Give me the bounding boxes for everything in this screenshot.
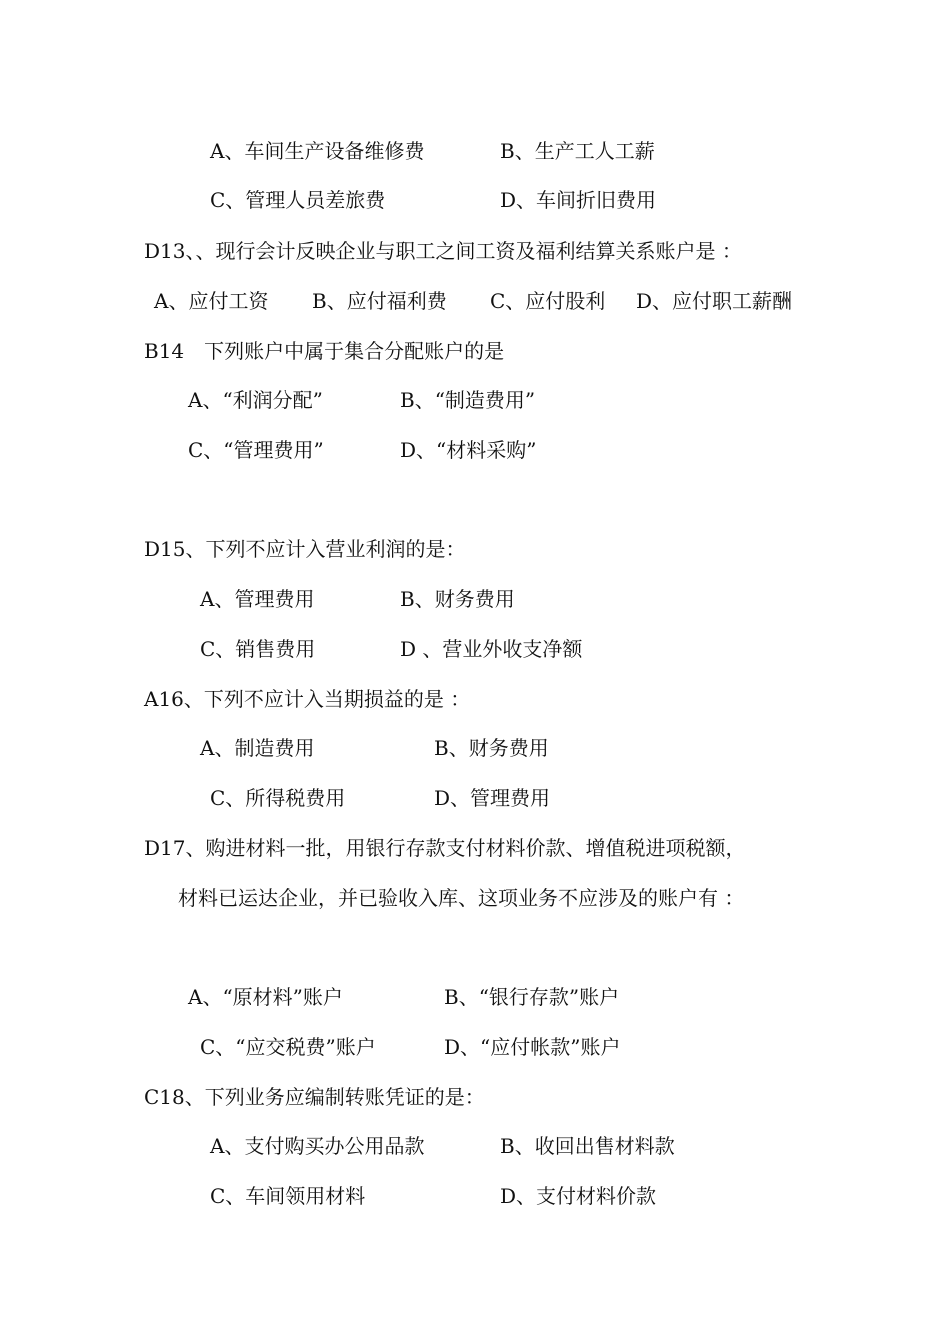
q18-option-b: B、收回出售材料款 xyxy=(500,1134,675,1158)
q13-option-c: C、应付股利 xyxy=(490,289,606,313)
q18-stem: C18、下列业务应编制转账凭证的是： xyxy=(144,1085,485,1109)
q15-option-b: B、财务费用 xyxy=(400,587,515,611)
q12-option-c: C、管理人员差旅费 xyxy=(210,188,386,212)
q16-option-a: A、制造费用 xyxy=(200,736,315,760)
q16-stem: A16、下列不应计入当期损益的是 ： xyxy=(144,687,471,711)
q15-option-d: D 、营业外收支净额 xyxy=(400,637,583,661)
q17-stem-line-1: D17、购进材料一批，用银行存款支付材料价款、增值税进项税额， xyxy=(144,836,746,860)
q18-option-a: A、支付购买办公用品款 xyxy=(210,1134,425,1158)
q16-option-c: C、所得税费用 xyxy=(210,786,346,810)
q12-option-d: D、车间折旧费用 xyxy=(500,188,657,212)
q14-stem: B14 下列账户中属于集合分配账户的是 xyxy=(144,339,505,363)
q17-option-a: A、“原材料”账户 xyxy=(188,985,343,1009)
q18-option-c: C、车间领用材料 xyxy=(210,1184,366,1208)
q15-option-c: C、销售费用 xyxy=(200,637,316,661)
q12-option-a: A、车间生产设备维修费 xyxy=(210,139,425,163)
q15-stem: D15、下列不应计入营业利润的是： xyxy=(144,537,466,561)
q14-option-b: B、“制造费用” xyxy=(400,388,536,412)
q15-option-a: A、管理费用 xyxy=(200,587,315,611)
q14-option-c: C、“管理费用” xyxy=(188,438,324,462)
q17-option-b: B、“银行存款”账户 xyxy=(444,985,620,1009)
q12-option-b: B、生产工人工薪 xyxy=(500,139,655,163)
q14-option-d: D、“材料采购” xyxy=(400,438,537,462)
q17-option-d: D、“应付帐款”账户 xyxy=(444,1035,621,1059)
q16-option-d: D、管理费用 xyxy=(434,786,551,810)
q16-option-b: B、财务费用 xyxy=(434,736,549,760)
q13-option-b: B、应付福利费 xyxy=(312,289,447,313)
q18-option-d: D、支付材料价款 xyxy=(500,1184,657,1208)
q13-option-d: D、应付职工薪酬 xyxy=(636,289,793,313)
q17-option-c: C、“应交税费”账户 xyxy=(200,1035,376,1059)
q13-stem: D13、、现行会计反映企业与职工之间工资及福利结算关系账户是 ： xyxy=(144,239,742,263)
q14-option-a: A、“利润分配” xyxy=(188,388,323,412)
q17-stem-line-2: 材料已运达企业，并已验收入库、这项业务不应涉及的账户有 ： xyxy=(178,886,745,910)
q13-option-a: A、应付工资 xyxy=(154,289,269,313)
